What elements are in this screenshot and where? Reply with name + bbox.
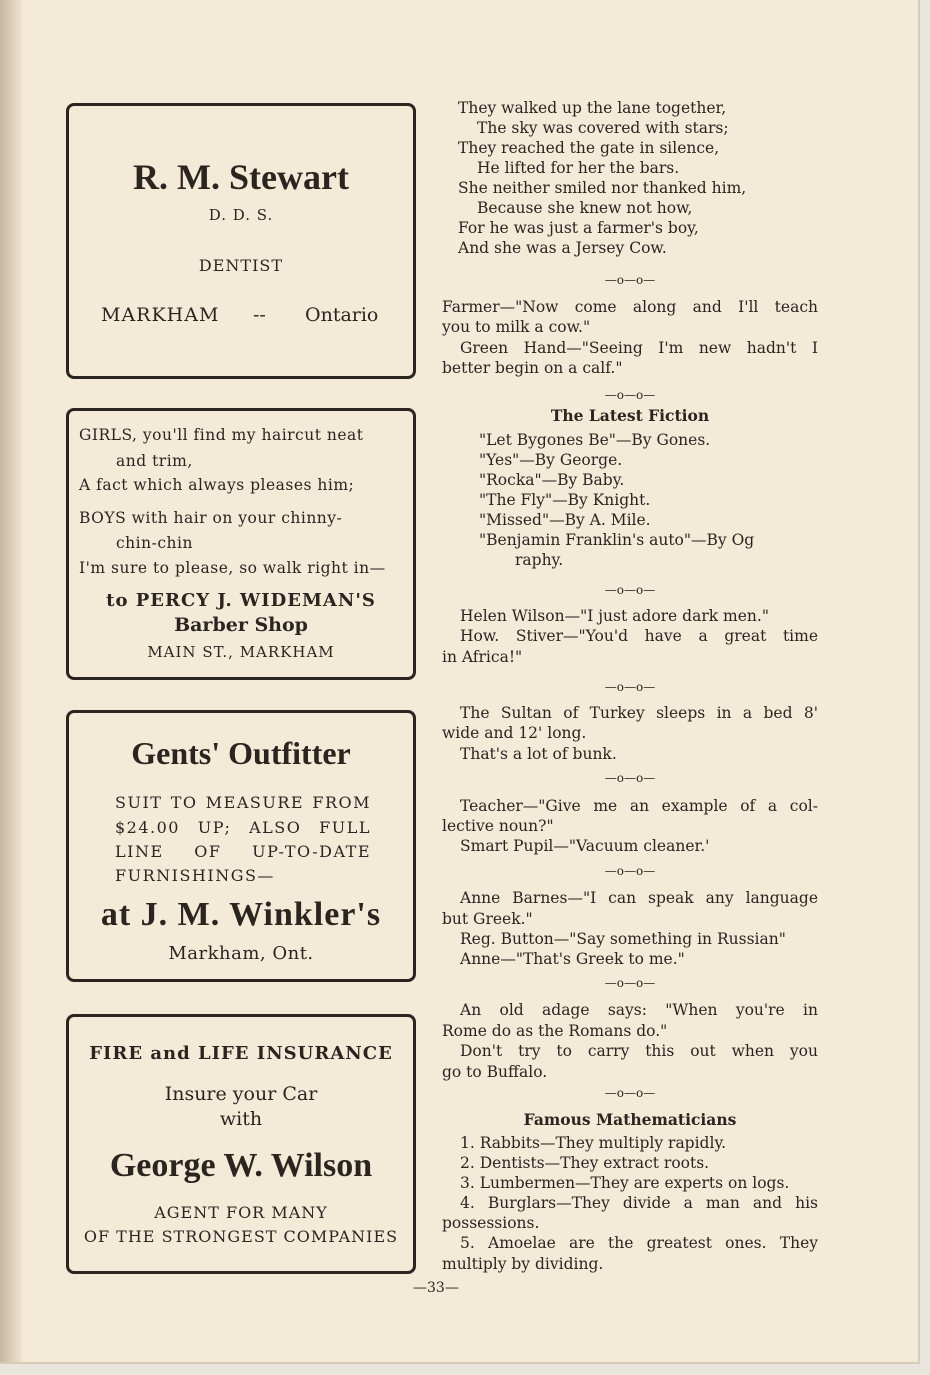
insurance-title: FIRE and LIFE INSURANCE xyxy=(89,1043,393,1064)
teacher-line-1: Teacher—"Give me an example of a col- xyxy=(460,797,818,815)
farmer-line-2: you to milk a cow." xyxy=(442,318,591,336)
fiction-item: "Rocka"—By Baby. xyxy=(479,471,625,489)
insurance-line-3: AGENT FOR MANY xyxy=(154,1203,328,1222)
poem-line-5: She neither smiled nor thanked him, xyxy=(458,179,747,197)
fiction-heading: The Latest Fiction xyxy=(550,406,710,425)
barber-line-6: I'm sure to please, so walk right in— xyxy=(79,559,386,577)
poem-line-7: For he was just a farmer's boy, xyxy=(458,219,699,237)
stewart-degree: D. D. S. xyxy=(208,206,274,224)
ad-outfitter xyxy=(66,710,416,982)
ad-stewart xyxy=(66,103,416,379)
anne-line-3: Reg. Button—"Say something in Russian" xyxy=(460,930,786,948)
stewart-name: R. M. Stewart xyxy=(133,157,349,197)
fiction-item: "Missed"—By A. Mile. xyxy=(479,511,651,529)
barber-line-5: chin-chin xyxy=(116,534,193,552)
insurance-line-1: Insure your Car xyxy=(164,1083,318,1105)
math-item: 1. Rabbits—They multiply rapidly. xyxy=(460,1134,727,1152)
adage-line-2: Rome do as the Romans do." xyxy=(442,1022,668,1040)
teacher-line-2: lective noun?" xyxy=(442,817,554,835)
math-item: 5. Amoelae are the greatest ones. They xyxy=(460,1234,818,1252)
barber-name: to PERCY J. WIDEMAN'S xyxy=(106,590,376,611)
farmer-line-3: Green Hand—"Seeing I'm new hadn't I xyxy=(460,339,818,357)
stewart-separator: -- xyxy=(253,304,266,326)
insurance-line-2: with xyxy=(219,1108,263,1130)
anne-line-1: Anne Barnes—"I can speak any language xyxy=(460,889,818,907)
fiction-item: "Benjamin Franklin's auto"—By Og xyxy=(479,531,755,549)
fiction-item: raphy. xyxy=(515,551,564,569)
adage-line-4: go to Buffalo. xyxy=(442,1063,548,1081)
sultan-line-2: wide and 12' long. xyxy=(442,724,587,742)
separator: —o—o— xyxy=(604,388,656,402)
adage-line-3: Don't try to carry this out when you xyxy=(460,1042,818,1060)
outfitter-line-3: LINE OF UP-TO-DATE xyxy=(115,842,371,861)
math-item: possessions. xyxy=(442,1214,540,1232)
outfitter-line-1: SUIT TO MEASURE FROM xyxy=(115,793,371,812)
stewart-profession: DENTIST xyxy=(198,256,284,275)
separator: —o—o— xyxy=(604,864,656,878)
page-number: —33— xyxy=(413,1280,459,1296)
barber-line-2: and trim, xyxy=(116,452,193,470)
fiction-item: "The Fly"—By Knight. xyxy=(479,491,651,509)
barber-line-1: GIRLS, you'll find my haircut neat xyxy=(79,426,364,444)
poem-line-2: The sky was covered with stars; xyxy=(477,119,729,137)
fiction-item: "Yes"—By George. xyxy=(479,451,623,469)
outfitter-line-2: $24.00 UP; ALSO FULL xyxy=(115,818,371,837)
farmer-line-4: better begin on a calf." xyxy=(442,359,623,377)
poem-line-4: He lifted for her the bars. xyxy=(477,159,680,177)
outfitter-place: Markham, Ont. xyxy=(168,943,314,964)
stewart-province: Ontario xyxy=(305,304,379,326)
anne-line-2: but Greek." xyxy=(442,910,533,928)
poem-line-1: They walked up the lane together, xyxy=(458,99,727,117)
anne-line-4: Anne—"That's Greek to me." xyxy=(460,950,685,968)
separator: —o—o— xyxy=(604,583,656,597)
separator: —o—o— xyxy=(604,1086,656,1100)
insurance-line-4: OF THE STRONGEST COMPANIES xyxy=(83,1227,399,1246)
fiction-item: "Let Bygones Be"—By Gones. xyxy=(479,431,711,449)
helen-line-1: Helen Wilson—"I just adore dark men." xyxy=(460,607,769,625)
stewart-town: MARKHAM xyxy=(101,304,220,326)
farmer-line-1: Farmer—"Now come along and I'll teach xyxy=(442,298,818,316)
poem-line-6: Because she knew not how, xyxy=(477,199,693,217)
barber-address: MAIN ST., MARKHAM xyxy=(147,643,335,661)
ad-barber xyxy=(66,408,416,680)
barber-shop: Barber Shop xyxy=(174,614,308,636)
page-spine xyxy=(0,0,22,1362)
insurance-agent-name: George W. Wilson xyxy=(109,1147,373,1184)
sultan-line-1: The Sultan of Turkey sleeps in a bed 8' xyxy=(460,704,818,722)
math-item: 4. Burglars—They divide a man and his xyxy=(460,1194,818,1212)
poem-line-3: They reached the gate in silence, xyxy=(458,139,720,157)
separator: —o—o— xyxy=(604,771,656,785)
outfitter-line-4: FURNISHINGS— xyxy=(115,866,275,885)
barber-line-3: A fact which always pleases him; xyxy=(79,476,355,494)
outfitter-name: at J. M. Winkler's xyxy=(100,896,382,933)
ad-insurance xyxy=(66,1014,416,1274)
adage-line-1: An old adage says: "When you're in xyxy=(460,1001,818,1019)
barber-line-4: BOYS with hair on your chinny- xyxy=(79,509,343,527)
helen-line-2: How. Stiver—"You'd have a great time xyxy=(460,627,818,645)
math-item: 3. Lumbermen—They are experts on logs. xyxy=(460,1174,790,1192)
helen-line-3: in Africa!" xyxy=(442,648,523,666)
separator: —o—o— xyxy=(604,273,656,287)
separator: —o—o— xyxy=(604,976,656,990)
sultan-line-3: That's a lot of bunk. xyxy=(460,745,617,763)
math-heading: Famous Mathematicians xyxy=(523,1110,737,1129)
math-item: multiply by dividing. xyxy=(442,1255,604,1273)
math-item: 2. Dentists—They extract roots. xyxy=(460,1154,710,1172)
outfitter-title: Gents' Outfitter xyxy=(131,735,351,771)
teacher-line-3: Smart Pupil—"Vacuum cleaner.' xyxy=(460,837,710,855)
separator: —o—o— xyxy=(604,680,656,694)
poem-line-8: And she was a Jersey Cow. xyxy=(458,239,667,257)
